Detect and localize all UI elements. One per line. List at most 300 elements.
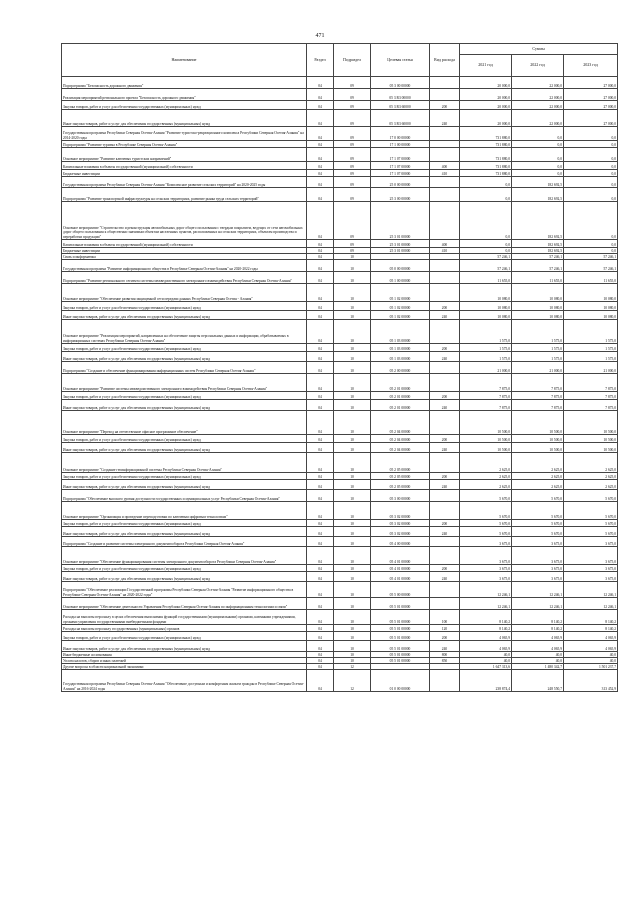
table-row xyxy=(62,311,618,320)
cell-2022: 11 655,0 xyxy=(512,272,564,284)
cell-name: Государственная программа Республики Северная Осетия-Алания "Развитие туристско-рекреационного комплекса Республики Северная Осетия-Алания" на 2014-2020 годы xyxy=(62,127,307,141)
cell-target: 17 1 07 00000 xyxy=(371,170,430,177)
cell-expense xyxy=(430,411,460,435)
cell-name: Основное мероприятие "Реализация мероприятий, направленных на обеспечение защиты персональных данных и информации, обрабатываемых в информационных системах Республики Северная Осетия-Алания" xyxy=(62,320,307,344)
cell-2023: 27 000,0 xyxy=(564,110,618,127)
cell-target: 17 0 00 00000 xyxy=(371,127,430,141)
cell-2022: 12 246,1 xyxy=(512,598,564,610)
table-row xyxy=(62,435,618,443)
cell-section: 04 xyxy=(307,610,334,625)
cell-2021: 1 575,0 xyxy=(460,320,512,344)
cell-2021: 5 670,0 xyxy=(460,520,512,527)
cell-section: 04 xyxy=(307,473,334,480)
cell-name: Иные закупки товаров, работ и услуг для обеспечения государственных (муниципальных) нужд xyxy=(62,527,307,537)
cell-2023: 2 625,0 xyxy=(564,480,618,490)
cell-subsection: 09 xyxy=(334,170,371,177)
cell-target: 17 1 07 00000 xyxy=(371,148,430,162)
cell-name: Основное мероприятие "Развитие системы межведомственного электронного взаимодействия Республики Северная Осетия-Алания" xyxy=(62,374,307,392)
cell-section: 04 xyxy=(307,284,334,302)
cell-section: 04 xyxy=(307,101,334,110)
cell-name: Иные закупки товаров, работ и услуг для обеспечения государственных (муниципальных) нужд xyxy=(62,641,307,652)
cell-section: 04 xyxy=(307,320,334,344)
cell-2022: 1 575,0 xyxy=(512,344,564,352)
cell-name: Государственная программа "Развитие информационного общества в Республике Северная Осетия-Алания" на 2020-2022 годы xyxy=(62,260,307,272)
cell-name: Расходы на выплаты персоналу государственных (муниципальных) органов xyxy=(62,625,307,632)
cell-expense xyxy=(430,188,460,202)
cell-2022: 3 675,0 xyxy=(512,547,564,565)
cell-expense xyxy=(430,537,460,547)
cell-2021: 3 675,0 xyxy=(460,565,512,572)
cell-name: Подпрограмма "Развитие туризма в Республике Северная Осетия-Алания" xyxy=(62,141,307,148)
cell-2022: 22 000,0 xyxy=(512,101,564,110)
cell-expense: 400 xyxy=(430,162,460,170)
table-row xyxy=(62,632,618,641)
cell-subsection: 09 xyxy=(334,141,371,148)
cell-2022: 0,0 xyxy=(512,148,564,162)
cell-subsection: 09 xyxy=(334,148,371,162)
cell-subsection: 09 xyxy=(334,110,371,127)
cell-2021: 10 080,0 xyxy=(460,284,512,302)
cell-name: Иные закупки товаров, работ и услуг для обеспечения государственных (муниципальных) нужд xyxy=(62,572,307,582)
cell-target: 05 1 03 00000 xyxy=(371,320,430,344)
cell-expense: 410 xyxy=(430,248,460,254)
cell-2023: 0,0 xyxy=(564,127,618,141)
table-row xyxy=(62,480,618,490)
cell-2023: 10 500,0 xyxy=(564,443,618,453)
cell-2022: 22 000,0 xyxy=(512,77,564,89)
cell-2023: 10 080,0 xyxy=(564,302,618,311)
cell-target: 25 3 00 00000 xyxy=(371,188,430,202)
cell-target: 17 1 00 00000 xyxy=(371,141,430,148)
cell-section: 04 xyxy=(307,374,334,392)
cell-subsection: 09 xyxy=(334,248,371,254)
cell-expense xyxy=(430,670,460,692)
table-row xyxy=(62,170,618,177)
cell-section: 04 xyxy=(307,89,334,101)
cell-name: Расходы на выплаты персоналу в целях обеспечения выполнения функций государственными (муниципальными) органами, казенными учреждениями, органами управления государственными внебюджетными фондами xyxy=(62,610,307,625)
cell-expense: 240 xyxy=(430,311,460,320)
cell-subsection: 09 xyxy=(334,240,371,248)
cell-2021: 3 675,0 xyxy=(460,537,512,547)
cell-name: Основное мероприятие "Обеспечение деятельности Управления Республики Северная Осетия-Алания по информационным технологиям и связи" xyxy=(62,598,307,610)
cell-2022: 2 625,0 xyxy=(512,453,564,473)
cell-name: Подпрограмма "Создание и развитие системы электронного документооборота Республики Северная Осетия-Алания" xyxy=(62,537,307,547)
cell-target: 05 4 01 00000 xyxy=(371,572,430,582)
cell-expense: 200 xyxy=(430,344,460,352)
cell-2023: 0,0 xyxy=(564,248,618,254)
cell-2021: 11 655,0 xyxy=(460,272,512,284)
table-row xyxy=(62,641,618,652)
cell-name: Закупка товаров, работ и услуг для обеспечения государственных (муниципальных) нужд xyxy=(62,520,307,527)
cell-2021: 4 065,9 xyxy=(460,641,512,652)
cell-2022: 182 692,5 xyxy=(512,188,564,202)
cell-section: 04 xyxy=(307,547,334,565)
cell-expense xyxy=(430,141,460,148)
cell-2021: 4 065,9 xyxy=(460,632,512,641)
cell-expense: 100 xyxy=(430,610,460,625)
table-row xyxy=(62,362,618,374)
table-row xyxy=(62,411,618,435)
cell-2023: 5 670,0 xyxy=(564,520,618,527)
cell-2023: 0,0 xyxy=(564,162,618,170)
cell-section: 04 xyxy=(307,582,334,598)
cell-section: 04 xyxy=(307,527,334,537)
col-sums-header: Суммы xyxy=(460,44,618,55)
cell-subsection: 09 xyxy=(334,188,371,202)
cell-2022: 5 670,0 xyxy=(512,520,564,527)
table-row xyxy=(62,302,618,311)
cell-section: 04 xyxy=(307,625,334,632)
cell-2022: 5 670,0 xyxy=(512,527,564,537)
cell-section: 04 xyxy=(307,400,334,411)
table-row xyxy=(62,598,618,610)
cell-2023: 5 670,0 xyxy=(564,490,618,502)
cell-subsection: 12 xyxy=(334,670,371,692)
cell-2021: 2 625,0 xyxy=(460,480,512,490)
cell-section: 04 xyxy=(307,453,334,473)
cell-section: 04 xyxy=(307,240,334,248)
cell-2021: 731 880,0 xyxy=(460,162,512,170)
table-row xyxy=(62,490,618,502)
cell-subsection: 10 xyxy=(334,658,371,664)
cell-subsection: 10 xyxy=(334,320,371,344)
cell-2022: 0,0 xyxy=(512,162,564,170)
cell-subsection: 10 xyxy=(334,254,371,260)
cell-2021: 2 625,0 xyxy=(460,473,512,480)
table-row xyxy=(62,473,618,480)
table-row xyxy=(62,101,618,110)
cell-section: 04 xyxy=(307,392,334,400)
cell-subsection: 10 xyxy=(334,565,371,572)
table-body xyxy=(62,77,618,692)
cell-name: Капитальные вложения в объекты государственной (муниципальной) собственности xyxy=(62,240,307,248)
cell-2022: 10 080,0 xyxy=(512,284,564,302)
cell-subsection: 10 xyxy=(334,473,371,480)
cell-expense: 240 xyxy=(430,641,460,652)
cell-section: 04 xyxy=(307,641,334,652)
cell-2022: 248 550,7 xyxy=(512,670,564,692)
cell-2023: 7 875,0 xyxy=(564,392,618,400)
cell-2023: 27 000,0 xyxy=(564,89,618,101)
cell-section: 04 xyxy=(307,537,334,547)
table-row xyxy=(62,272,618,284)
cell-expense: 240 xyxy=(430,110,460,127)
cell-expense: 240 xyxy=(430,572,460,582)
cell-2023: 3 675,0 xyxy=(564,547,618,565)
cell-subsection: 10 xyxy=(334,344,371,352)
cell-2022: 0,0 xyxy=(512,170,564,177)
cell-name: Капитальные вложения в объекты государственной (муниципальной) собственности xyxy=(62,162,307,170)
cell-subsection: 09 xyxy=(334,162,371,170)
cell-2023: 3 675,0 xyxy=(564,537,618,547)
cell-2021: 1 575,0 xyxy=(460,344,512,352)
cell-2021: 20 000,0 xyxy=(460,77,512,89)
cell-name: Основное мероприятие "Создание геоинформационной системы Республики Северная Осетия-Алания" xyxy=(62,453,307,473)
cell-2021: 0,0 xyxy=(460,248,512,254)
cell-2023: 2 625,0 xyxy=(564,473,618,480)
cell-2022: 22 000,0 xyxy=(512,89,564,101)
cell-name: Иные закупки товаров, работ и услуг для обеспечения государственных (муниципальных) нужд xyxy=(62,443,307,453)
cell-2023: 8 140,2 xyxy=(564,625,618,632)
table-row xyxy=(62,547,618,565)
cell-2022: 1 575,0 xyxy=(512,320,564,344)
cell-2022: 10 500,0 xyxy=(512,411,564,435)
cell-2022: 7 875,0 xyxy=(512,392,564,400)
cell-expense xyxy=(430,598,460,610)
cell-target: 05 3 02 00000 xyxy=(371,527,430,537)
cell-subsection: 10 xyxy=(334,547,371,565)
cell-2022: 3 675,0 xyxy=(512,537,564,547)
page-number: 471 xyxy=(315,33,325,39)
cell-section: 04 xyxy=(307,490,334,502)
cell-2023: 4 065,9 xyxy=(564,632,618,641)
table-row xyxy=(62,344,618,352)
cell-target: 05 5 01 00000 xyxy=(371,625,430,632)
cell-2023: 0,0 xyxy=(564,202,618,240)
cell-2022: 3 675,0 xyxy=(512,572,564,582)
cell-expense: 240 xyxy=(430,527,460,537)
cell-name: Основное мероприятие "Обеспечение развития защищенной сети передачи данных Республики Северная Осетия - Алания" xyxy=(62,284,307,302)
cell-2022: 0,0 xyxy=(512,127,564,141)
cell-subsection: 10 xyxy=(334,392,371,400)
cell-name: Закупка товаров, работ и услуг для обеспечения государственных (муниципальных) нужд xyxy=(62,632,307,641)
cell-2023: 21 000,0 xyxy=(564,362,618,374)
table-row xyxy=(62,453,618,473)
cell-expense: 800 xyxy=(430,652,460,658)
cell-2021: 8 140,2 xyxy=(460,610,512,625)
cell-target: 05 3 00 00000 xyxy=(371,77,430,89)
cell-name: Закупка товаров, работ и услуг для обеспечения государственных (муниципальных) нужд xyxy=(62,302,307,311)
cell-2021: 20 000,0 xyxy=(460,89,512,101)
cell-name: Основное мероприятие "Строительство и реконструкция автомобильных дорог общего пользования с твердым покрытием, ведущих от сети автомобильных дорог общего пользования к общественно значимым объектам населенных пунктов, расположенных на сельских территориях, объектам производства и переработки продукции" xyxy=(62,202,307,240)
table-row xyxy=(62,202,618,240)
cell-2023: 3 675,0 xyxy=(564,565,618,572)
cell-name: Бюджетные инвестиции xyxy=(62,248,307,254)
cell-subsection: 10 xyxy=(334,625,371,632)
cell-2022: 3 675,0 xyxy=(512,565,564,572)
col-section-header: Раздел xyxy=(307,44,334,77)
cell-2023: 8 140,2 xyxy=(564,610,618,625)
cell-target: 05 5 01 00000 xyxy=(371,610,430,625)
cell-subsection: 10 xyxy=(334,435,371,443)
cell-2023: 0,0 xyxy=(564,141,618,148)
cell-2021: 0,0 xyxy=(460,188,512,202)
cell-section: 04 xyxy=(307,127,334,141)
cell-target: 05 3 00 00000 xyxy=(371,490,430,502)
cell-2022: 1 575,0 xyxy=(512,352,564,362)
cell-2022: 57 246,1 xyxy=(512,260,564,272)
cell-expense xyxy=(430,127,460,141)
cell-section: 04 xyxy=(307,480,334,490)
table-row xyxy=(62,77,618,89)
cell-2021: 7 875,0 xyxy=(460,400,512,411)
cell-expense xyxy=(430,547,460,565)
cell-target: 05 1 02 00000 xyxy=(371,284,430,302)
cell-name: Основное мероприятие "Переход на отечественное офисное программное обеспечение" xyxy=(62,411,307,435)
cell-2023: 1 575,0 xyxy=(564,352,618,362)
cell-2021: 731 880,0 xyxy=(460,148,512,162)
cell-2021: 731 880,0 xyxy=(460,141,512,148)
cell-2021: 5 670,0 xyxy=(460,527,512,537)
cell-expense xyxy=(430,582,460,598)
cell-section: 04 xyxy=(307,565,334,572)
cell-subsection: 09 xyxy=(334,177,371,188)
table-row xyxy=(62,443,618,453)
table-row xyxy=(62,148,618,162)
cell-target: 05 2 01 00000 xyxy=(371,392,430,400)
cell-name: Основное мероприятие "Обеспечение функционирования системы электронного документооборота Республики Северная Осетия-Алания" xyxy=(62,547,307,565)
cell-subsection: 10 xyxy=(334,284,371,302)
cell-2022: 4 065,9 xyxy=(512,641,564,652)
cell-target: 05 5 01 00000 xyxy=(371,658,430,664)
cell-2021: 20 000,0 xyxy=(460,110,512,127)
table-row xyxy=(62,400,618,411)
cell-section: 04 xyxy=(307,170,334,177)
cell-2021: 57 246,1 xyxy=(460,254,512,260)
cell-2022: 8 140,2 xyxy=(512,625,564,632)
cell-section: 04 xyxy=(307,664,334,670)
cell-2022: 22 000,0 xyxy=(512,110,564,127)
cell-2021: 10 500,0 xyxy=(460,435,512,443)
cell-section: 04 xyxy=(307,177,334,188)
cell-2022: 8 140,2 xyxy=(512,610,564,625)
cell-section: 04 xyxy=(307,248,334,254)
cell-target: 05 3 R3 00000 xyxy=(371,89,430,101)
cell-section: 04 xyxy=(307,652,334,658)
cell-expense xyxy=(430,284,460,302)
cell-target: 05 1 02 00000 xyxy=(371,311,430,320)
cell-expense xyxy=(430,148,460,162)
cell-target: 05 2 00 00000 xyxy=(371,362,430,374)
cell-2021: 10 500,0 xyxy=(460,411,512,435)
cell-2022: 7 875,0 xyxy=(512,400,564,411)
cell-section: 04 xyxy=(307,572,334,582)
cell-name: Иные закупки товаров, работ и услуг для обеспечения государственных (муниципальных) нужд xyxy=(62,480,307,490)
cell-2022: 21 000,0 xyxy=(512,362,564,374)
cell-target: 05 1 03 00000 xyxy=(371,352,430,362)
cell-target: 05 5 00 00000 xyxy=(371,582,430,598)
cell-target: 05 5 01 00000 xyxy=(371,652,430,658)
table-row xyxy=(62,537,618,547)
cell-2023: 0,0 xyxy=(564,177,618,188)
table-row xyxy=(62,502,618,520)
cell-subsection: 10 xyxy=(334,362,371,374)
cell-subsection: 10 xyxy=(334,443,371,453)
cell-2023: 10 080,0 xyxy=(564,311,618,320)
table-row xyxy=(62,352,618,362)
cell-name: Иные бюджетные ассигнования xyxy=(62,652,307,658)
cell-2022: 10 500,0 xyxy=(512,443,564,453)
cell-expense: 240 xyxy=(430,352,460,362)
cell-expense xyxy=(430,260,460,272)
cell-2022: 5 670,0 xyxy=(512,490,564,502)
cell-2022: 1 480 342,7 xyxy=(512,664,564,670)
cell-2021: 21 000,0 xyxy=(460,362,512,374)
cell-2023: 7 875,0 xyxy=(564,400,618,411)
cell-2023: 12 246,1 xyxy=(564,598,618,610)
cell-subsection: 10 xyxy=(334,480,371,490)
cell-section: 04 xyxy=(307,260,334,272)
cell-expense xyxy=(430,374,460,392)
cell-target: 05 2 05 00000 xyxy=(371,473,430,480)
cell-name: Иные закупки товаров, работ и услуг для обеспечения государственных (муниципальных) нужд xyxy=(62,400,307,411)
cell-subsection: 10 xyxy=(334,411,371,435)
cell-subsection: 10 xyxy=(334,537,371,547)
cell-expense: 200 xyxy=(430,101,460,110)
cell-section: 04 xyxy=(307,162,334,170)
cell-2021: 10 500,0 xyxy=(460,443,512,453)
cell-2021: 3 675,0 xyxy=(460,547,512,565)
cell-2022: 10 080,0 xyxy=(512,302,564,311)
cell-section: 04 xyxy=(307,658,334,664)
cell-expense xyxy=(430,272,460,284)
cell-section: 04 xyxy=(307,141,334,148)
cell-expense: 200 xyxy=(430,302,460,311)
cell-2023: 10 500,0 xyxy=(564,411,618,435)
cell-2023: 1 575,0 xyxy=(564,320,618,344)
cell-subsection: 10 xyxy=(334,610,371,625)
cell-2021: 238 874,4 xyxy=(460,670,512,692)
cell-section: 04 xyxy=(307,202,334,240)
cell-subsection: 10 xyxy=(334,582,371,598)
cell-2022: 182 692,5 xyxy=(512,202,564,240)
cell-2021: 5 670,0 xyxy=(460,502,512,520)
cell-2022: 10 080,0 xyxy=(512,311,564,320)
cell-expense: 200 xyxy=(430,565,460,572)
cell-subsection: 10 xyxy=(334,520,371,527)
cell-2021: 40,0 xyxy=(460,658,512,664)
table-row xyxy=(62,141,618,148)
cell-subsection: 09 xyxy=(334,77,371,89)
cell-name: Бюджетные инвестиции xyxy=(62,170,307,177)
cell-subsection: 09 xyxy=(334,101,371,110)
cell-subsection: 10 xyxy=(334,641,371,652)
cell-2023: 57 246,1 xyxy=(564,260,618,272)
cell-subsection: 09 xyxy=(334,202,371,240)
cell-2023: 7 875,0 xyxy=(564,374,618,392)
cell-2021: 3 675,0 xyxy=(460,572,512,582)
cell-subsection: 10 xyxy=(334,502,371,520)
cell-subsection: 09 xyxy=(334,127,371,141)
cell-expense xyxy=(430,320,460,344)
cell-section: 04 xyxy=(307,148,334,162)
cell-2021: 2 625,0 xyxy=(460,453,512,473)
cell-name: Закупка товаров, работ и услуг для обеспечения государственных (муниципальных) нужд xyxy=(62,565,307,572)
cell-name: Закупка товаров, работ и услуг для обеспечения государственных (муниципальных) нужд xyxy=(62,344,307,352)
cell-name: Подпрограмма "Безопасность дорожного движения" xyxy=(62,77,307,89)
cell-section: 04 xyxy=(307,188,334,202)
cell-subsection: 10 xyxy=(334,572,371,582)
cell-expense xyxy=(430,453,460,473)
cell-name: Закупка товаров, работ и услуг для обеспечения государственных (муниципальных) нужд xyxy=(62,101,307,110)
cell-2021: 5 670,0 xyxy=(460,490,512,502)
cell-target: 25 3 01 00000 xyxy=(371,202,430,240)
table-row xyxy=(62,582,618,598)
cell-2021: 8 140,2 xyxy=(460,625,512,632)
cell-name: Иные закупки товаров, работ и услуг для обеспечения государственных (муниципальных) нужд xyxy=(62,352,307,362)
cell-subsection: 10 xyxy=(334,632,371,641)
cell-subsection: 10 xyxy=(334,260,371,272)
cell-2021: 0,0 xyxy=(460,177,512,188)
cell-target: 05 5 01 00000 xyxy=(371,598,430,610)
table-row xyxy=(62,392,618,400)
cell-subsection: 10 xyxy=(334,400,371,411)
col-target-header: Целевая статья xyxy=(371,44,430,77)
cell-name: Иные закупки товаров, работ и услуг для обеспечения государственных (муниципальных) нужд xyxy=(62,110,307,127)
cell-target: 05 2 01 00000 xyxy=(371,400,430,411)
cell-subsection: 12 xyxy=(334,664,371,670)
cell-2021: 40,0 xyxy=(460,652,512,658)
